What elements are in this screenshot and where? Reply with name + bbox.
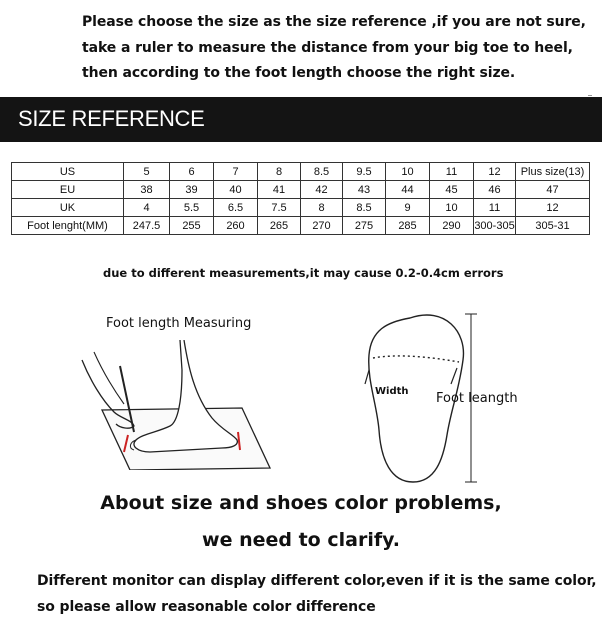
- table-cell: 7.5: [258, 199, 301, 217]
- row-header: UK: [12, 199, 124, 217]
- table-cell: 9.5: [343, 163, 386, 181]
- size-table: [11, 162, 590, 235]
- size-row-uk: [12, 199, 590, 217]
- table-cell: 8: [301, 199, 343, 217]
- foot-measuring-illustration: [72, 340, 272, 470]
- table-cell: 11: [430, 163, 474, 181]
- table-cell: 45: [430, 181, 474, 199]
- footer-line-2: so please allow reasonable color difference: [37, 599, 376, 615]
- clarify-line-2: we need to clarify.: [202, 529, 400, 551]
- table-cell: 46: [474, 181, 516, 199]
- table-cell: 41: [258, 181, 301, 199]
- intro-text: [82, 10, 592, 87]
- table-cell: 285: [386, 217, 430, 235]
- table-cell: 6: [170, 163, 214, 181]
- table-cell: 12: [474, 163, 516, 181]
- table-cell: 265: [258, 217, 301, 235]
- table-cell: 290: [430, 217, 474, 235]
- table-cell: 255: [170, 217, 214, 235]
- intro-line-3: then according to the foot length choose the right size.: [82, 65, 516, 81]
- table-cell: 8.5: [343, 199, 386, 217]
- table-cell: 10: [386, 163, 430, 181]
- intro-line-2: take a ruler to measure the distance from your big toe to heel,: [82, 39, 573, 56]
- table-cell: 305-31: [516, 217, 590, 235]
- table-cell: 11: [474, 199, 516, 217]
- table-cell: Plus size(13): [516, 163, 590, 181]
- table-cell: 38: [124, 181, 170, 199]
- table-cell: 7: [214, 163, 258, 181]
- foot-outline: [134, 340, 237, 452]
- row-header: US: [12, 163, 124, 181]
- arm-line: [94, 352, 124, 404]
- table-cell: 12: [516, 199, 590, 217]
- table-cell: 5: [124, 163, 170, 181]
- table-cell: 39: [170, 181, 214, 199]
- row-header: Foot lenght(MM): [12, 217, 124, 235]
- foot-length-label: Foot leangth: [436, 391, 518, 406]
- table-cell: 247.5: [124, 217, 170, 235]
- table-cell: 10: [430, 199, 474, 217]
- table-cell: 6.5: [214, 199, 258, 217]
- table-cell: 5.5: [170, 199, 214, 217]
- banner-title: SIZE REFERENCE: [18, 106, 205, 131]
- intro-line-1: Please choose the size as the size reference ,if you are not sure,: [82, 14, 586, 30]
- table-cell: 43: [343, 181, 386, 199]
- table-cell: 4: [124, 199, 170, 217]
- table-cell: 8.5: [301, 163, 343, 181]
- table-cell: 9: [386, 199, 430, 217]
- table-cell: 270: [301, 217, 343, 235]
- table-cell: 47: [516, 181, 590, 199]
- decorative-dot: [588, 95, 592, 96]
- size-row-us: [12, 163, 590, 181]
- width-label: Width: [375, 386, 409, 397]
- size-row-eu: [12, 181, 590, 199]
- sole-measurement-diagram: [355, 310, 575, 490]
- measuring-title: Foot length Measuring: [106, 316, 252, 331]
- measurement-note: due to different measurements,it may cause 0.2-0.4cm errors: [103, 266, 504, 280]
- clarify-line-1: About size and shoes color problems,: [100, 492, 502, 514]
- row-header: EU: [12, 181, 124, 199]
- table-cell: 42: [301, 181, 343, 199]
- table-cell: 300-305: [474, 217, 516, 235]
- table-cell: 8: [258, 163, 301, 181]
- table-cell: 275: [343, 217, 386, 235]
- size-row-foot-length: [12, 217, 590, 235]
- table-cell: 260: [214, 217, 258, 235]
- table-cell: 44: [386, 181, 430, 199]
- table-cell: 40: [214, 181, 258, 199]
- footer-line-1: Different monitor can display different color,even if it is the same color,: [37, 573, 597, 589]
